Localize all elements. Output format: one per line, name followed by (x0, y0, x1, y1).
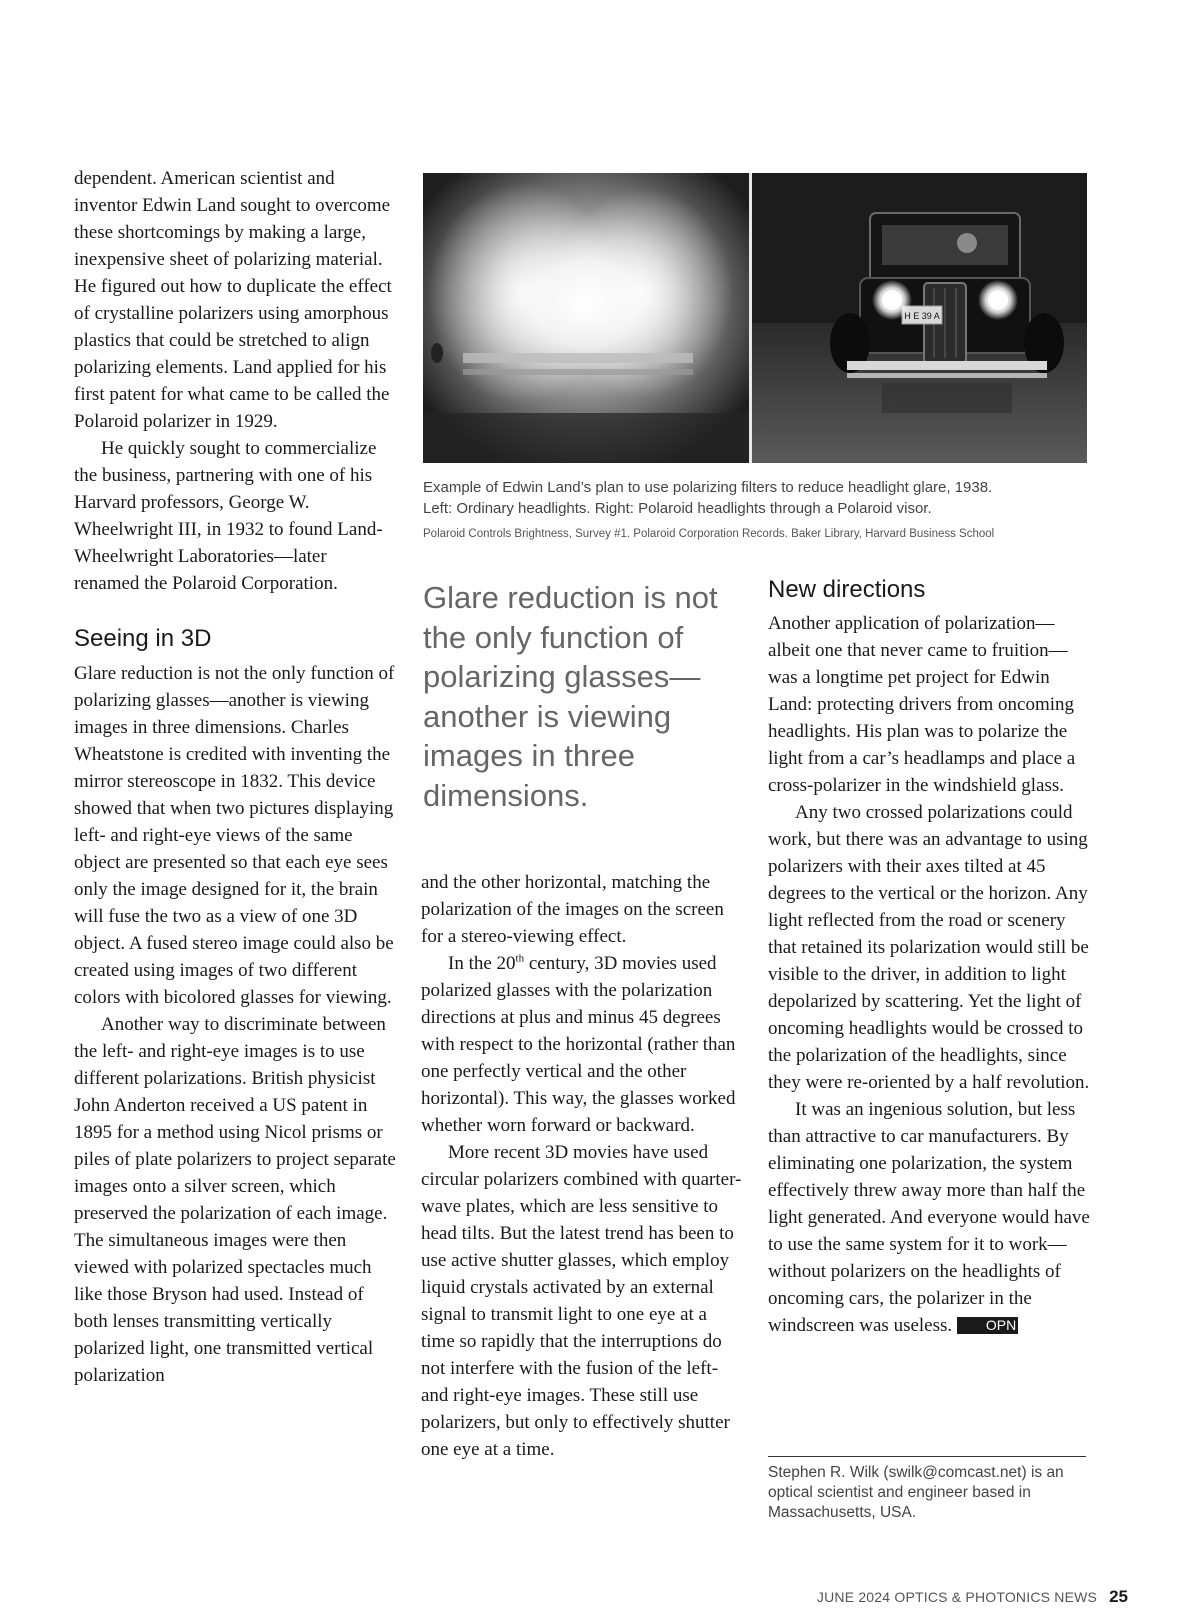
page-number: 25 (1109, 1587, 1128, 1606)
paragraph: and the other horizontal, matching the polarization of the images on the screen for a stereo-viewing effect. (421, 872, 724, 947)
text-span: It was an ingenious solution, but less than attractive to car manufacturers. By eliminating one polarization, the system effectively threw away more than half the light generated. And everyone would have to use the same system for it to work—without polarizers on the headlights of oncoming cars, the polarizer in the windscreen was useless. (768, 1099, 1090, 1336)
car-illustration (752, 173, 1087, 463)
paragraph: dependent. American scientist and inventor Edwin Land sought to overcome these shortcomings by making a large, inexpensive sheet of polarizing material. He figured out how to duplicate the effect of crystalline polarizers using amorphous plastics that could be stretched to align polarizing elements. Land applied for his first patent for what came to be called the Polaroid polarizer in 1929. (74, 168, 392, 432)
license-plate-text: H E 39 A (904, 311, 940, 321)
column-2 (421, 869, 743, 1463)
headlight-glare-photo (423, 173, 1087, 463)
paragraph (768, 1096, 1090, 1339)
column-3 (768, 610, 1090, 1339)
paragraph: Another way to discriminate between the left- and right-eye images is to use different polarizations. British physicist John Anderton received a US patent in 1895 for a method using Nicol prisms or piles of plate polarizers to project separate images onto a silver screen, which preserved the polarization of each image. The simultaneous images were then viewed with polarized spectacles much like those Bryson had used. Instead of both lenses transmitting vertically polarized light, one transmitted vertical polarization (74, 1014, 396, 1386)
opn-end-mark: OPN (957, 1317, 1018, 1334)
paragraph: Another application of polarization—albeit one that never came to fruition—was a longtime pet project for Edwin Land: protecting drivers from oncoming headlights. His plan was to polarize the light from a car’s headlamps and place a cross-polarizer in the windshield glass. (768, 613, 1076, 796)
superscript: th (515, 952, 525, 965)
paragraph (421, 950, 743, 1139)
section-heading-seeing-in-3d: Seeing in 3D (74, 625, 212, 652)
paragraph: He quickly sought to commercialize the business, partnering with one of his Harvard professors, George W. Wheelwright III, in 1932 to found Land-Wheelwright Laboratories—later renamed the Polaroid Corporation. (74, 438, 383, 594)
footer-issue-info (817, 1589, 1097, 1605)
glare-car-illustration (423, 173, 749, 463)
text-span: In the 20 (448, 953, 516, 974)
paragraph: More recent 3D movies have used circular polarizers combined with quarter-wave plates, which are less sensitive to head tilts. But the latest trend has been to use active shutter glasses, which employ liquid crystals activated by an external signal to transmit light to one eye at a time so rapidly that the interruptions do not interfere with the fusion of the left- and right-eye images. These still use polarizers, but only to effectively shutter one eye at a time. (421, 1142, 742, 1460)
figure-credit: Polaroid Controls Brightness, Survey #1. Polaroid Corporation Records. Baker Library, Harvard Business School (423, 528, 995, 540)
caption-line: Example of Edwin Land’s plan to use polarizing filters to reduce headlight glare, 1938. (423, 479, 993, 496)
section-heading-new-directions: New directions (768, 576, 926, 603)
author-bio: Stephen R. Wilk (swilk@comcast.net) is an optical scientist and engineer based in Massachusetts, USA. (768, 1456, 1086, 1523)
page-footer (817, 1587, 1128, 1611)
pull-quote: Glare reduction is not the only function of polarizing glasses—another is viewing images in three dimensions. (423, 580, 718, 813)
footer-publication: OPTICS & PHOTONICS NEWS (894, 1589, 1098, 1605)
column-1 (74, 165, 396, 1389)
polaroid-headlights-photo (752, 173, 1087, 463)
footer-issue: JUNE 2024 (816, 1589, 891, 1605)
paragraph: Any two crossed polarizations could work, but there was an advantage to using polarizers with their axes tilted at 45 degrees to the vertical or the horizon. Any light reflected from the road or scenery that retained its polarization would still be visible to the driver, in addition to light depolarized by scattering. Yet the light of oncoming headlights would be crossed to the polarization of the headlights, since they were re-oriented by a half revolution. (768, 802, 1090, 1093)
paragraph: Glare reduction is not the only function of polarizing glasses—another is viewing images in three dimensions. Charles Wheatstone is credited with inventing the mirror stereoscope in 1832. This device showed that when two pictures displaying left- and right-eye views of the same object are presented so that each eye sees only the image designed for it, the brain will fuse the two as a view of one 3D object. A fused stereo image could also be created using images of two different colors with bicolored glasses for viewing. (74, 663, 395, 1008)
text-span: century, 3D movies used polarized glasses with the polarization directions at plus and minus 45 degrees with respect to the horizontal (rather than one perfectly vertical and the other horizontal). This way, the glasses worked whether worn forward or backward. (421, 953, 736, 1136)
ordinary-headlights-photo (423, 173, 749, 463)
figure-caption (423, 477, 1087, 519)
caption-line: Left: Ordinary headlights. Right: Polaroid headlights through a Polaroid visor. (423, 500, 932, 517)
